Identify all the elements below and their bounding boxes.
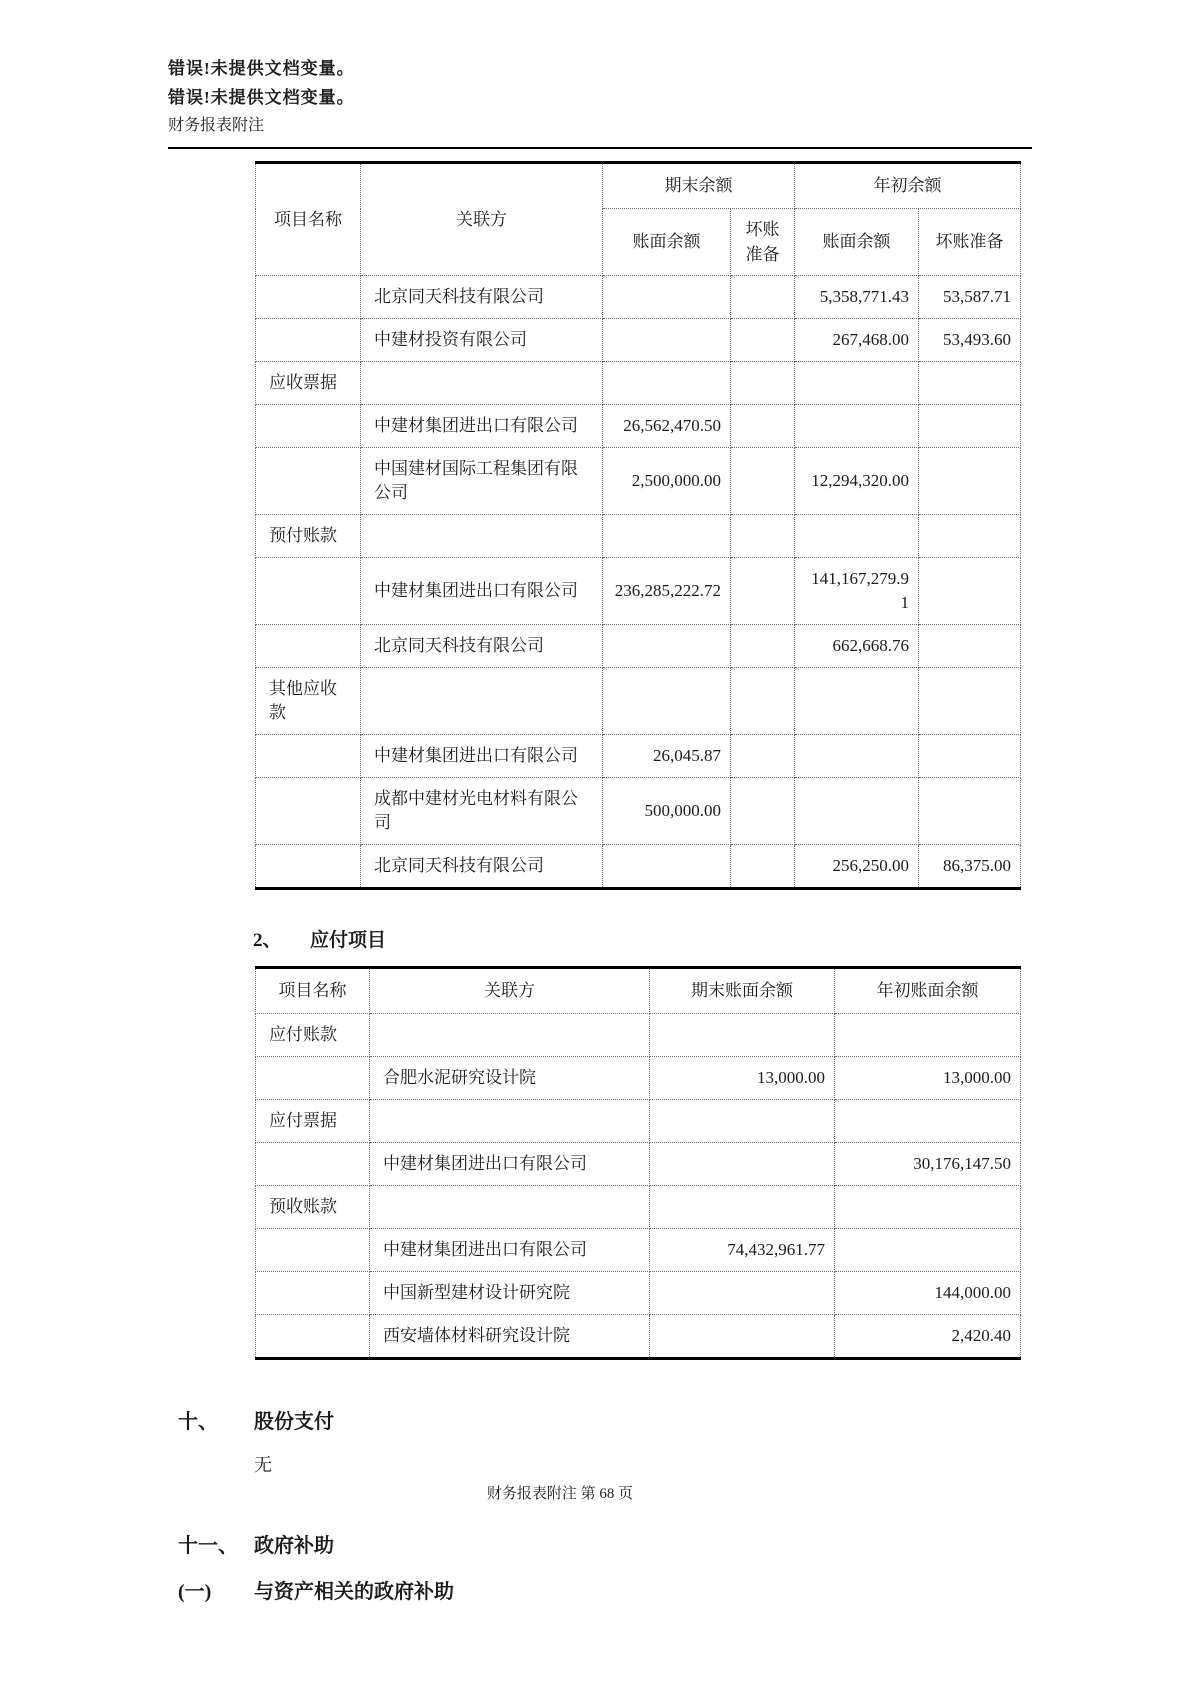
- cell-beg_bad: [919, 625, 1021, 668]
- table-row: [256, 1186, 1021, 1229]
- cell-party: [370, 1186, 650, 1229]
- cell-beg_book: [795, 515, 919, 558]
- cell-end_book: [603, 362, 731, 405]
- cell-end_book: [603, 276, 731, 319]
- cell-beg_bad: [919, 668, 1021, 735]
- col-header-related-party: 关联方: [361, 163, 603, 276]
- cell-item: [256, 1229, 370, 1272]
- col-header-beginning-book-balance: 年初账面余额: [835, 968, 1021, 1014]
- section-number: 十、: [178, 1411, 218, 1433]
- section-number: 2、: [253, 930, 282, 951]
- receivables-table-head: [256, 163, 1021, 276]
- cell-item: [256, 276, 361, 319]
- related-party-payables-table: [255, 966, 1021, 1360]
- cell-end_book: [603, 515, 731, 558]
- cell-item: 应付票据: [256, 1100, 370, 1143]
- cell-end_book: 2,500,000.00: [603, 448, 731, 515]
- table-row: [256, 735, 1021, 778]
- cell-beg_bad: [919, 515, 1021, 558]
- section-heading-payable-items: [253, 928, 1200, 954]
- cell-beg_book: 256,250.00: [795, 845, 919, 889]
- cell-end_bad: [731, 515, 795, 558]
- cell-item: 应付账款: [256, 1014, 370, 1057]
- cell-end_book: 236,285,222.72: [603, 558, 731, 625]
- cell-end_bad: [731, 558, 795, 625]
- payables-table-section: [255, 966, 1020, 1360]
- cell-end_bad: [731, 362, 795, 405]
- table-row: [256, 1315, 1021, 1359]
- cell-item: [256, 1143, 370, 1186]
- cell-party: 中国新型建材设计研究院: [370, 1272, 650, 1315]
- cell-beg_bad: [919, 362, 1021, 405]
- cell-end_book: [603, 319, 731, 362]
- section-body-none: 无: [254, 1455, 272, 1475]
- cell-beg_book: 12,294,320.00: [795, 448, 919, 515]
- cell-beg_book: 144,000.00: [835, 1272, 1021, 1315]
- payables-table-body: [256, 1014, 1021, 1359]
- cell-item: 预付账款: [256, 515, 361, 558]
- cell-party: 北京同天科技有限公司: [361, 625, 603, 668]
- cell-end_book: [603, 668, 731, 735]
- cell-beg_bad: [919, 558, 1021, 625]
- cell-beg_book: [835, 1014, 1021, 1057]
- cell-end_book: 74,432,961.77: [650, 1229, 835, 1272]
- cell-party: 中建材集团进出口有限公司: [370, 1143, 650, 1186]
- col-header-bad-debt: 坏账准备: [919, 209, 1021, 276]
- table-row: [256, 276, 1021, 319]
- cell-beg_book: 13,000.00: [835, 1057, 1021, 1100]
- cell-party: 中建材集团进出口有限公司: [361, 735, 603, 778]
- col-header-ending-balance: 期末余额: [603, 163, 795, 209]
- cell-beg_book: 267,468.00: [795, 319, 919, 362]
- table-row: [256, 1014, 1021, 1057]
- cell-beg_book: [795, 778, 919, 845]
- cell-beg_book: [835, 1100, 1021, 1143]
- cell-beg_bad: [919, 778, 1021, 845]
- cell-beg_book: 5,358,771.43: [795, 276, 919, 319]
- cell-party: 成都中建材光电材料有限公司: [361, 778, 603, 845]
- table-row: [256, 362, 1021, 405]
- section-title: 应付项目: [310, 930, 387, 951]
- document-header: [168, 54, 1032, 149]
- receivables-table-section: [255, 161, 1020, 890]
- cell-end_bad: [731, 625, 795, 668]
- cell-party: 中建材投资有限公司: [361, 319, 603, 362]
- cell-item: [256, 845, 361, 889]
- cell-end_bad: [731, 405, 795, 448]
- header-doc-label: 财务报表附注: [168, 117, 265, 134]
- page-footer: 财务报表附注 第 68 页: [486, 1486, 634, 1502]
- section-heading-share-payment: [178, 1408, 1200, 1436]
- table-header-row: [256, 163, 1021, 209]
- related-party-receivables-table: [255, 161, 1021, 890]
- section-title: 政府补助: [254, 1535, 334, 1557]
- cell-end_book: 26,045.87: [603, 735, 731, 778]
- table-row: [256, 1143, 1021, 1186]
- cell-party: [370, 1014, 650, 1057]
- cell-party: [361, 515, 603, 558]
- cell-end_book: [650, 1315, 835, 1359]
- cell-end_bad: [731, 448, 795, 515]
- cell-party: [370, 1100, 650, 1143]
- cell-party: [361, 362, 603, 405]
- cell-item: [256, 405, 361, 448]
- cell-party: 西安墙体材料研究设计院: [370, 1315, 650, 1359]
- col-header-beginning-balance: 年初余额: [795, 163, 1021, 209]
- cell-beg_book: [835, 1186, 1021, 1229]
- cell-beg_book: 141,167,279.91: [795, 558, 919, 625]
- cell-beg_bad: 53,587.71: [919, 276, 1021, 319]
- table-row: [256, 668, 1021, 735]
- header-error-line: 错误!未提供文档变量。: [168, 59, 355, 78]
- receivables-table-body: [256, 276, 1021, 889]
- col-header-ending-book-balance: 期末账面余额: [650, 968, 835, 1014]
- cell-end_book: [603, 845, 731, 889]
- cell-end_book: 500,000.00: [603, 778, 731, 845]
- cell-party: 中建材集团进出口有限公司: [361, 558, 603, 625]
- col-header-item: 项目名称: [256, 163, 361, 276]
- cell-beg_bad: 53,493.60: [919, 319, 1021, 362]
- table-row: [256, 625, 1021, 668]
- cell-end_book: [650, 1272, 835, 1315]
- cell-end_book: [650, 1143, 835, 1186]
- section-title: 与资产相关的政府补助: [254, 1581, 454, 1603]
- cell-beg_bad: [919, 448, 1021, 515]
- cell-beg_book: [795, 668, 919, 735]
- cell-item: [256, 1057, 370, 1100]
- cell-beg_book: [795, 735, 919, 778]
- cell-end_book: [650, 1100, 835, 1143]
- cell-item: [256, 735, 361, 778]
- table-row: [256, 1272, 1021, 1315]
- cell-party: 中建材集团进出口有限公司: [361, 405, 603, 448]
- table-row: [256, 1100, 1021, 1143]
- cell-item: 预收账款: [256, 1186, 370, 1229]
- cell-item: [256, 558, 361, 625]
- col-header-item: 项目名称: [256, 968, 370, 1014]
- cell-end_bad: [731, 319, 795, 362]
- table-row: [256, 1229, 1021, 1272]
- cell-beg_book: [795, 362, 919, 405]
- cell-item: [256, 625, 361, 668]
- cell-item: [256, 1272, 370, 1315]
- table-row: [256, 448, 1021, 515]
- cell-item: [256, 448, 361, 515]
- cell-beg_bad: 86,375.00: [919, 845, 1021, 889]
- cell-item: [256, 319, 361, 362]
- header-error-line: 错误!未提供文档变量。: [168, 88, 355, 107]
- cell-beg_book: 2,420.40: [835, 1315, 1021, 1359]
- section-number: (一): [178, 1581, 212, 1603]
- cell-item: [256, 778, 361, 845]
- cell-beg_book: 662,668.76: [795, 625, 919, 668]
- table-row: [256, 405, 1021, 448]
- cell-item: 应收票据: [256, 362, 361, 405]
- section-title: 股份支付: [254, 1411, 334, 1433]
- cell-party: 合肥水泥研究设计院: [370, 1057, 650, 1100]
- section-number: 十一、: [178, 1535, 238, 1557]
- cell-party: 中建材集团进出口有限公司: [370, 1229, 650, 1272]
- cell-end_book: [650, 1014, 835, 1057]
- table-row: [256, 1057, 1021, 1100]
- col-header-related-party: 关联方: [370, 968, 650, 1014]
- cell-end_bad: [731, 276, 795, 319]
- cell-beg_book: [835, 1229, 1021, 1272]
- cell-end_book: 26,562,470.50: [603, 405, 731, 448]
- cell-beg_book: 30,176,147.50: [835, 1143, 1021, 1186]
- payables-table-head: [256, 968, 1021, 1014]
- cell-end_bad: [731, 735, 795, 778]
- table-row: [256, 515, 1021, 558]
- section-heading-asset-related-grants: [178, 1578, 1200, 1606]
- cell-end_book: 13,000.00: [650, 1057, 835, 1100]
- cell-end_bad: [731, 668, 795, 735]
- cell-party: 中国建材国际工程集团有限公司: [361, 448, 603, 515]
- cell-end_bad: [731, 845, 795, 889]
- cell-end_book: [650, 1186, 835, 1229]
- cell-party: 北京同天科技有限公司: [361, 276, 603, 319]
- cell-beg_book: [795, 405, 919, 448]
- table-row: [256, 319, 1021, 362]
- cell-beg_bad: [919, 405, 1021, 448]
- cell-party: [361, 668, 603, 735]
- cell-party: 北京同天科技有限公司: [361, 845, 603, 889]
- col-header-book-balance: 账面余额: [795, 209, 919, 276]
- cell-end_bad: [731, 778, 795, 845]
- cell-item: [256, 1315, 370, 1359]
- cell-beg_bad: [919, 735, 1021, 778]
- col-header-bad-debt: 坏账准备: [731, 209, 795, 276]
- table-row: [256, 778, 1021, 845]
- table-row: [256, 558, 1021, 625]
- cell-end_book: [603, 625, 731, 668]
- cell-item: 其他应收款: [256, 668, 361, 735]
- section-heading-government-grants: [178, 1532, 1200, 1560]
- col-header-book-balance: 账面余额: [603, 209, 731, 276]
- table-header-row: [256, 968, 1021, 1014]
- table-row: [256, 845, 1021, 889]
